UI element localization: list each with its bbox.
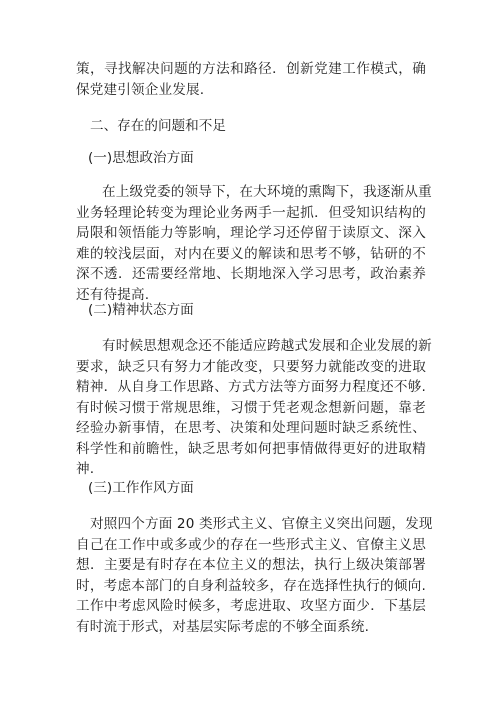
paragraph-line: 难的较浅层面，对内在要义的解读和思考不够，钻研的不 xyxy=(76,245,426,262)
paragraph-line: 自己在工作中或多或少的存在一些形式主义、官僚主义思 xyxy=(76,536,426,553)
paragraph-line: 有时流于形式，对基层实际考虑的不够全面系统. xyxy=(76,618,370,635)
paragraph-line: 在上级党委的领导下，在大环境的熏陶下，我逐渐从重 xyxy=(102,184,432,200)
paragraph-line: 神. xyxy=(76,461,95,477)
subsection-2-paragraph xyxy=(76,336,432,480)
paragraph-line: 想．主要是有时存在本位主义的想法，执行上级决策部署 xyxy=(76,557,426,573)
paragraph-line: 策，寻找解决问题的方法和路径．创新党建工作模式，确 xyxy=(76,61,426,77)
paragraph-line: 要求，缺乏只有努力才能改变，只要努力就能改变的进取 xyxy=(76,358,426,375)
paragraph-line: 保党建引领企业发展. xyxy=(76,81,205,98)
paragraph-line: 有时候习惯于常规思维，习惯于凭老观念想新问题，靠老 xyxy=(76,399,426,416)
subsection-title-2: (二)精神状态方面 xyxy=(88,302,194,318)
paragraph-line: 工作中考虑风险时候多，考虑进取、攻坚方面少．下基层 xyxy=(76,598,426,614)
paragraph-line: 还有待提高. xyxy=(76,286,150,303)
paragraph-line: 科学性和前瞻性，缺乏思考如何把事情做得更好的进取精 xyxy=(76,440,426,457)
subsection-3-paragraph xyxy=(76,514,433,637)
paragraph-line: 局限和领悟能力等影响，理论学习还停留于读原文、深入 xyxy=(76,225,426,241)
paragraph-line: 深不透．还需要经常地、长期地深入学习思考，政治素养 xyxy=(76,266,426,282)
subsection-title-3: (三)工作作风方面 xyxy=(88,480,194,496)
paragraph-line: 经验办新事情，在思考、决策和处理问题时缺乏系统性、 xyxy=(76,420,426,436)
paragraph-line: 时，考虑本部门的自身利益较多，存在选择性执行的倾向. xyxy=(76,577,426,594)
section-title: 二、存在的问题和不足 xyxy=(90,118,226,134)
paragraph-line: 精神．从自身工作思路、方式方法等方面努力程度还不够. xyxy=(76,379,426,395)
subsection-1-paragraph xyxy=(76,182,432,305)
paragraph-line: 有时候思想观念还不能适应跨越式发展和企业发展的新 xyxy=(102,338,432,354)
paragraph-line: 业务轻理论转变为理论业务两手一起抓．但受知识结构的 xyxy=(76,204,426,221)
subsection-title-1: (一)思想政治方面 xyxy=(88,150,194,166)
paragraph-line: 对照四个方面 20 类形式主义、官僚主义突出问题，发现 xyxy=(90,516,433,532)
intro-paragraph xyxy=(76,59,426,100)
